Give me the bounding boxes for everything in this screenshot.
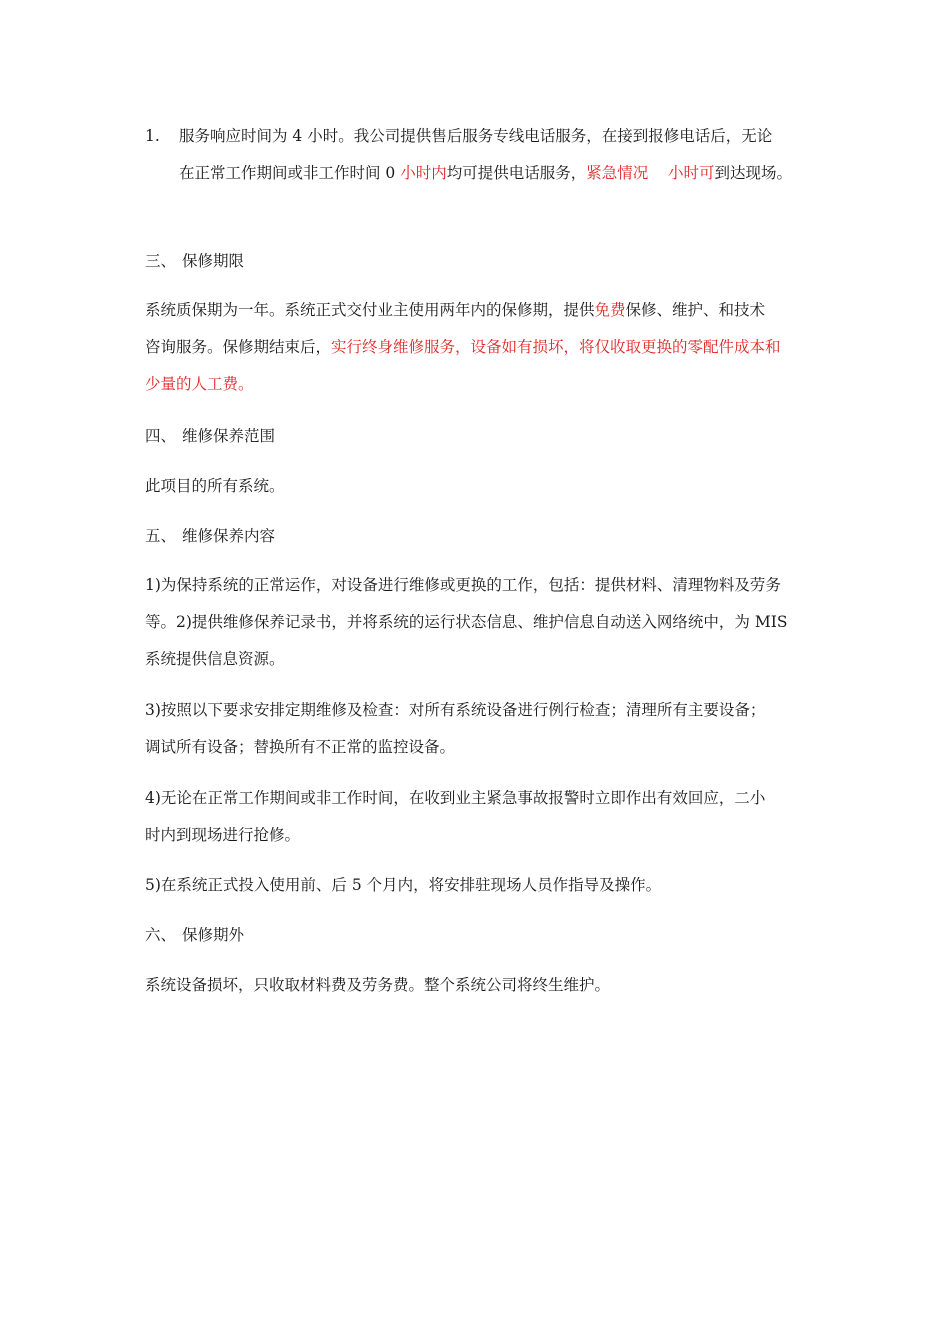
section3-title: 保修期限 bbox=[182, 252, 245, 270]
section3-highlight-lifetime: 实行终身维修服务，设备如有损坏，将仅收取更换的零配件成本和 bbox=[331, 338, 781, 356]
section6-paragraph bbox=[145, 967, 810, 1004]
section3-line1-b: 保修、维护、和技术 bbox=[625, 301, 766, 319]
section3-number: 三、 bbox=[145, 252, 177, 270]
section6-number: 六、 bbox=[145, 926, 177, 944]
section3-highlight-free: 免费 bbox=[594, 301, 626, 319]
section5-number: 五、 bbox=[145, 527, 177, 545]
section5-p3-line1: 4)无论在正常工作期间或非工作时间，在收到业主紧急事故报警时立即作出有效回应，二小 bbox=[145, 789, 766, 807]
section5-p4-line1: 5)在系统正式投入使用前、后 5 个月内，将安排驻现场人员作指导及操作。 bbox=[145, 876, 662, 894]
item1-line1: 服务响应时间为 4 小时。我公司提供售后服务专线电话服务，在接到报修电话后，无论 bbox=[179, 127, 773, 145]
section3-heading bbox=[145, 243, 810, 280]
item1-highlight-2: 紧急情况 小时可 bbox=[586, 164, 715, 182]
item1-line2-b: 均可提供电话服务， bbox=[446, 164, 587, 182]
section6-title: 保修期外 bbox=[182, 926, 245, 944]
section6-text: 系统设备损坏，只收取材料费及劳务费。整个系统公司将终生维护。 bbox=[145, 976, 611, 994]
section5-paragraph-1 bbox=[145, 567, 810, 678]
section6-heading bbox=[145, 917, 810, 954]
section4-title: 维修保养范围 bbox=[182, 427, 276, 445]
list-number: 1. bbox=[145, 127, 160, 145]
section5-p2-line1: 3)按照以下要求安排定期维修及检查：对所有系统设备进行例行检查；清理所有主要设备； bbox=[145, 701, 766, 719]
section5-p1-line2: 等。2)提供维修保养记录书，并将系统的运行状态信息、维护信息自动送入网络统中，为 MIS bbox=[145, 613, 788, 631]
section5-paragraph-3 bbox=[145, 780, 810, 854]
section5-p2-line2: 调试所有设备；替换所有不正常的监控设备。 bbox=[145, 738, 456, 756]
section5-paragraph-2 bbox=[145, 692, 810, 766]
section3-line2-a: 咨询服务。保修期结束后， bbox=[145, 338, 332, 356]
section4-number: 四、 bbox=[145, 427, 177, 445]
section5-heading bbox=[145, 518, 810, 555]
section3-paragraph bbox=[145, 292, 810, 403]
item1-highlight-1: 小时内 bbox=[400, 164, 447, 182]
section3-line3: 少量的人工费。 bbox=[145, 375, 254, 393]
item1-line2-a: 在正常工作期间或非工作时间 0 bbox=[179, 164, 401, 182]
section4-text: 此项目的所有系统。 bbox=[145, 477, 285, 495]
section5-p3-line2: 时内到现场进行抢修。 bbox=[145, 826, 301, 844]
section5-p1-line1: 1)为保持系统的正常运作，对设备进行维修或更换的工作，包括：提供材料、清理物料及劳务 bbox=[145, 576, 781, 594]
list-item-text bbox=[179, 118, 819, 192]
item1-line2-c: 到达现场。 bbox=[714, 164, 792, 182]
section4-heading bbox=[145, 418, 810, 455]
section3-line1-a: 系统质保期为一年。系统正式交付业主使用两年内的保修期，提供 bbox=[145, 301, 595, 319]
section5-paragraph-4 bbox=[145, 867, 810, 904]
section5-title: 维修保养内容 bbox=[182, 527, 276, 545]
item1-line2 bbox=[179, 155, 819, 192]
section3-line2 bbox=[145, 329, 810, 366]
section4-paragraph bbox=[145, 468, 810, 505]
section3-line1 bbox=[145, 292, 810, 329]
section5-p1-line3: 系统提供信息资源。 bbox=[145, 650, 285, 668]
